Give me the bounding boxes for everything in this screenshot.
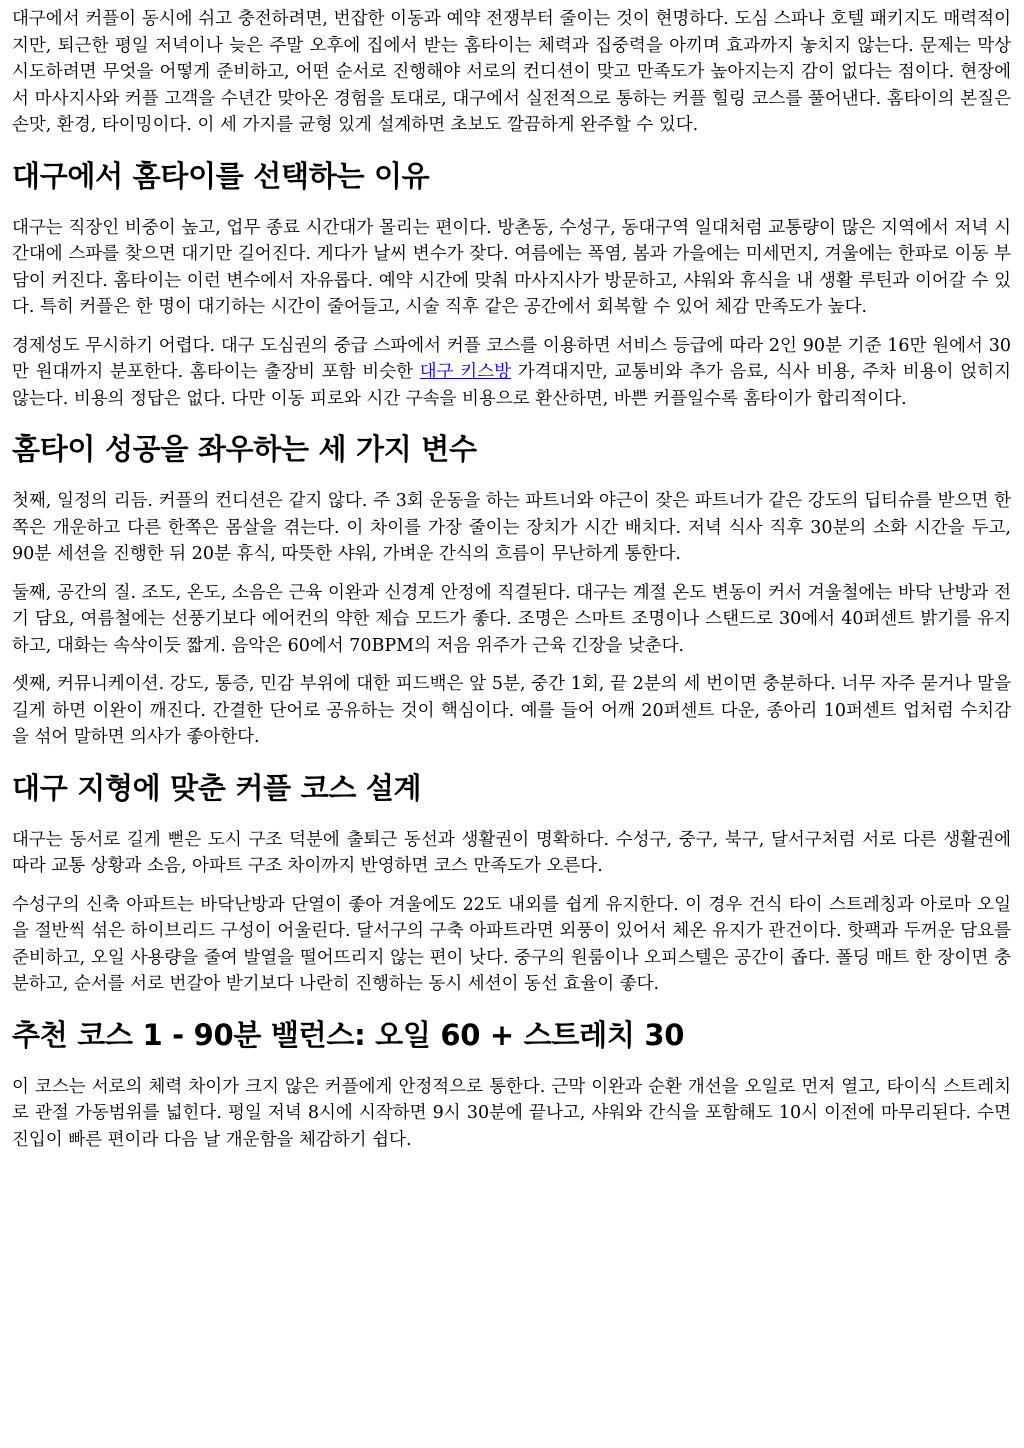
daegu-kissbang-link[interactable]: 대구 키스방 xyxy=(419,362,512,382)
section-heading-course-design: 대구 지형에 맞춘 커플 코스 설계 xyxy=(12,770,422,805)
variables-paragraph-communication: 셋째, 커뮤니케이션. 강도, 통증, 민감 부위에 대한 피드백은 앞 5분, 중간 1회, 끝 2분의 세 번이면 충분하다. 너무 자주 묻거나 말을 길게 하면 이완이 깨진다. 간결한 단어로 공유하는 것이 핵심이다. 예를 들어 어깨 20퍼센트 다운, 종아리 10퍼센트 업처럼 수치감을 섞어 말하면 의사가 좋아한다. xyxy=(12,674,1011,747)
paragraph-text: 경제성도 무시하기 어렵다. 대구 도심권의 중급 스파에서 커플 코스를 이용하면 서비스 등급에 따라 2인 90분 기준 16만 원에서 30만 원대까지 분포한다. 홈타이는 출장비 포함 비슷한 xyxy=(12,335,1011,382)
variables-paragraph-rhythm: 첫째, 일정의 리듬. 커플의 컨디션은 같지 않다. 주 3회 운동을 하는 파트너와 야근이 잦은 파트너가 같은 강도의 딥티슈를 받으면 한쪽은 개운하고 다른 한쪽은 몸살을 겪는다. 이 차이를 가장 줄이는 장치가 시간 배치다. 저녁 식사 직후 30분의 소화 시간을 두고, 90분 세션을 진행한 뒤 20분 휴식, 따뜻한 샤워, 가벼운 간식의 흐름이 무난하게 통한다. xyxy=(12,491,1011,564)
paragraph-text: 가격대지만, 교통비와 추가 음료, 식사 비용, 주차 비용이 얹히지 않는다. 비용의 정답은 없다. 다만 이동 피로와 시간 구속을 비용으로 환산하면, 바쁜 커플일수록 홈타이가 합리적이다. xyxy=(12,362,1011,409)
why-hometai-paragraph-2 xyxy=(12,333,1011,413)
section-heading-recommended-course-1: 추천 코스 1 - 90분 밸런스: 오일 60 + 스트레치 30 xyxy=(12,1017,685,1052)
recommended-course-1-paragraph: 이 코스는 서로의 체력 차이가 크지 않은 커플에게 안정적으로 통한다. 근막 이완과 순환 개선을 오일로 먼저 열고, 타이식 스트레치로 관절 가동범위를 넓힌다. 평일 저녁 8시에 시작하면 9시 30분에 끝나고, 샤워와 간식을 포함해도 10시 이전에 마무리된다. 수면 진입이 빠른 편이라 다음 날 개운함을 체감하기 쉽다. xyxy=(12,1076,1011,1150)
section-heading-three-variables: 홈타이 성공을 좌우하는 세 가지 변수 xyxy=(12,432,477,466)
why-hometai-paragraph-1: 대구는 직장인 비중이 높고, 업무 종료 시간대가 몰리는 편이다. 방촌동, 수성구, 동대구역 일대처럼 교통량이 많은 지역에서 저녁 시간대에 스파를 찾으면 대기만 길어진다. 게다가 날씨 변수가 잦다. 여름에는 폭염, 봄과 가을에는 미세먼지, 겨울에는 한파로 이동 부담이 커진다. 홈타이는 이런 변수에서 자유롭다. 예약 시간에 맞춰 마사지사가 방문하고, 샤워와 휴식을 내 생활 루틴과 이어갈 수 있다. 특히 커플은 한 명이 대기하는 시간이 줄어들고, 시술 직후 같은 공간에서 회복할 수 있어 체감 만족도가 높다. xyxy=(12,217,1011,317)
course-design-paragraph-1: 대구는 동서로 길게 뻗은 도시 구조 덕분에 출퇴근 동선과 생활권이 명확하다. 수성구, 중구, 북구, 달서구처럼 서로 다른 생활권에 따라 교통 상황과 소음, 아파트 구조 차이까지 반영하면 코스 만족도가 오른다. xyxy=(12,829,1011,876)
section-heading-why-hometai: 대구에서 홈타이를 선택하는 이유 xyxy=(12,158,430,193)
course-design-paragraph-2: 수성구의 신축 아파트는 바닥난방과 단열이 좋아 겨울에도 22도 내외를 쉽게 유지한다. 이 경우 건식 타이 스트레칭과 아로마 오일을 절반씩 섞은 하이브리드 구성이 어울린다. 달서구의 구축 아파트라면 외풍이 있어서 체온 유지가 관건이다. 핫팩과 두꺼운 담요를 준비하고, 오일 사용량을 줄여 발열을 떨어뜨리지 않는 편이 낫다. 중구의 원룸이나 오피스텔은 공간이 좁다. 폴딩 매트 한 장이면 충분하고, 순서를 서로 번갈아 받기보다 나란히 진행하는 동시 세션이 동선 효율이 좋다. xyxy=(12,894,1011,994)
intro-paragraph: 대구에서 커플이 동시에 쉬고 충전하려면, 번잡한 이동과 예약 전쟁부터 줄이는 것이 현명하다. 도심 스파나 호텔 패키지도 매력적이지만, 퇴근한 평일 저녁이나 늦은 주말 오후에 집에서 받는 홈타이는 체력과 집중력을 아끼며 효과까지 놓치지 않는다. 문제는 막상 시도하려면 무엇을 어떻게 준비하고, 어떤 순서로 진행해야 서로의 컨디션이 맞고 만족도가 높아지는지 감이 없다는 점이다. 현장에서 마사지사와 커플 고객을 수년간 맞아온 경험을 토대로, 대구에서 실전적으로 통하는 커플 힐링 코스를 풀어낸다. 홈타이의 본질은 손맛, 환경, 타이밍이다. 이 세 가지를 균형 있게 설계하면 초보도 깔끔하게 완주할 수 있다. xyxy=(12,9,1011,135)
variables-paragraph-space: 둘째, 공간의 질. 조도, 온도, 소음은 근육 이완과 신경계 안정에 직결된다. 대구는 계절 온도 변동이 커서 겨울철에는 바닥 난방과 전기 담요, 여름철에는 선풍기보다 에어컨의 약한 제습 모드가 좋다. 조명은 스마트 조명이나 스탠드로 30에서 40퍼센트 밝기를 유지하고, 대화는 속삭이듯 짧게. 음악은 60에서 70BPM의 저음 위주가 근육 긴장을 낮춘다. xyxy=(12,582,1011,656)
